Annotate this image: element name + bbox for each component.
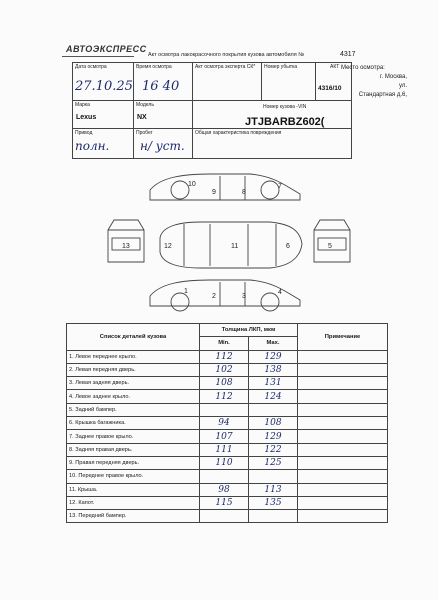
table-row: [67, 430, 388, 443]
company-logo: АВТОЭКСПРЕСС: [66, 44, 147, 54]
place-city: г. Москва,: [380, 74, 407, 80]
part-name: 10. Переднее правое крыло.: [67, 470, 200, 483]
note-cell: [298, 363, 388, 376]
thickness-min: 115: [200, 496, 249, 509]
table-row: [67, 443, 388, 456]
zone-label-8: 8: [242, 189, 246, 196]
table-row: [67, 496, 388, 509]
note-cell: [298, 390, 388, 403]
vin-value: JTJBARBZ602(: [245, 116, 325, 128]
act-label: АКТ: [330, 64, 340, 70]
zone-label-1: 1: [184, 288, 188, 295]
zone-label-2: 2: [212, 293, 216, 300]
thickness-max: 129: [249, 430, 298, 443]
col-header-thickness: Толщина ЛКП, мкм: [200, 324, 298, 337]
note-cell: [298, 403, 388, 416]
note-cell: [298, 496, 388, 509]
zone-label-5: 5: [328, 243, 332, 250]
part-name: 6. Крышка багажника.: [67, 417, 200, 430]
thickness-min: 94: [200, 417, 249, 430]
inspection-place: [341, 64, 407, 100]
thickness-max: 135: [249, 496, 298, 509]
drive-value: полн.: [75, 139, 110, 153]
thickness-min: [200, 510, 249, 523]
note-cell: [298, 350, 388, 363]
col-header-min: Min.: [200, 337, 249, 350]
zone-label-11: 11: [231, 243, 239, 250]
logo-underline: [62, 56, 134, 57]
thickness-min: 98: [200, 483, 249, 496]
thickness-min: 107: [200, 430, 249, 443]
note-cell: [298, 456, 388, 469]
thickness-min: 110: [200, 456, 249, 469]
thickness-max: 138: [249, 363, 298, 376]
zone-label-6: 6: [286, 243, 290, 250]
thickness-max: 113: [249, 483, 298, 496]
lot-label: Номер убытка: [264, 64, 298, 70]
part-name: 12. Капот.: [67, 496, 200, 509]
model-value: NX: [137, 114, 147, 121]
note-cell: [298, 417, 388, 430]
thickness-min: 112: [200, 390, 249, 403]
thickness-min: 102: [200, 363, 249, 376]
thickness-max: [249, 470, 298, 483]
table-row: [67, 483, 388, 496]
thickness-max: 131: [249, 377, 298, 390]
note-cell: [298, 377, 388, 390]
thickness-min: [200, 470, 249, 483]
note-cell: [298, 430, 388, 443]
thickness-max: 108: [249, 417, 298, 430]
note-cell: [298, 443, 388, 456]
thickness-min: 108: [200, 377, 249, 390]
zone-label-3: 3: [242, 293, 246, 300]
zone-label-12: 12: [164, 243, 172, 250]
part-name: 1. Левое переднее крыло.: [67, 350, 200, 363]
thickness-max: 125: [249, 456, 298, 469]
part-name: 3. Левая задняя дверь.: [67, 377, 200, 390]
note-cell: [298, 510, 388, 523]
zone-label-10: 10: [188, 181, 196, 188]
date-label: Дата осмотра: [75, 64, 107, 70]
table-row: [67, 510, 388, 523]
table-row: [67, 390, 388, 403]
place-street: Стандартная д.6,: [358, 92, 407, 98]
zone-label-9: 9: [212, 189, 216, 196]
model-label: Модель: [136, 102, 154, 108]
part-name: 9. Правая передняя дверь.: [67, 456, 200, 469]
part-name: 5. Задний бампер.: [67, 403, 200, 416]
col-header-parts: Список деталей кузова: [67, 324, 200, 351]
part-name: 8. Задняя правая дверь.: [67, 443, 200, 456]
date-value: 27.10.25: [75, 79, 133, 94]
make-label: Марка: [75, 102, 90, 108]
table-row: [67, 403, 388, 416]
thickness-min: [200, 403, 249, 416]
thickness-max: 124: [249, 390, 298, 403]
drive-label: Привод: [75, 130, 93, 136]
col-header-max: Max.: [249, 337, 298, 350]
table-row: [67, 350, 388, 363]
zone-label-7: 7: [278, 183, 282, 190]
table-row: [67, 377, 388, 390]
parts-table-body: [67, 350, 388, 523]
document-title: Акт осмотра лакокрасочного покрытия кузова автомобиля №: [148, 52, 305, 58]
zone-label-13: 13: [122, 243, 130, 250]
document-number: 4317: [340, 51, 356, 58]
thickness-min: 111: [200, 443, 249, 456]
thickness-max: [249, 510, 298, 523]
table-row: [67, 456, 388, 469]
car-body-diagram: [100, 168, 360, 318]
place-street-label: ул.: [398, 83, 407, 89]
table-row: [67, 363, 388, 376]
zone-label-4: 4: [278, 289, 282, 296]
note-cell: [298, 470, 388, 483]
mileage-label: Пробег: [136, 130, 153, 136]
thickness-max: [249, 403, 298, 416]
info-grid: [72, 62, 352, 159]
act-value: 4316/10: [318, 85, 342, 92]
paint-thickness-table: [66, 323, 388, 523]
place-label: Место осмотра:: [341, 65, 385, 71]
thickness-max: 129: [249, 350, 298, 363]
inspector-label: Акт осмотра эксперта СК*: [195, 64, 256, 70]
part-name: 7. Заднее правое крыло.: [67, 430, 200, 443]
thickness-min: 112: [200, 350, 249, 363]
vin-label: Номер кузова -VIN: [263, 104, 307, 110]
col-header-note: Примечание: [298, 324, 388, 351]
table-row: [67, 470, 388, 483]
time-label: Время осмотра: [136, 64, 172, 70]
part-name: 2. Левая передняя дверь.: [67, 363, 200, 376]
part-name: 11. Крыша.: [67, 483, 200, 496]
table-row: [67, 417, 388, 430]
note-cell: [298, 483, 388, 496]
part-name: 13. Передний бампер.: [67, 510, 200, 523]
time-value: 16 40: [142, 79, 180, 94]
mileage-value: н/ уст.: [140, 139, 185, 153]
make-value: Lexus: [76, 114, 97, 121]
general-label: Общая характеристика повреждения: [195, 130, 282, 136]
part-name: 4. Левое заднее крыло.: [67, 390, 200, 403]
thickness-max: 122: [249, 443, 298, 456]
